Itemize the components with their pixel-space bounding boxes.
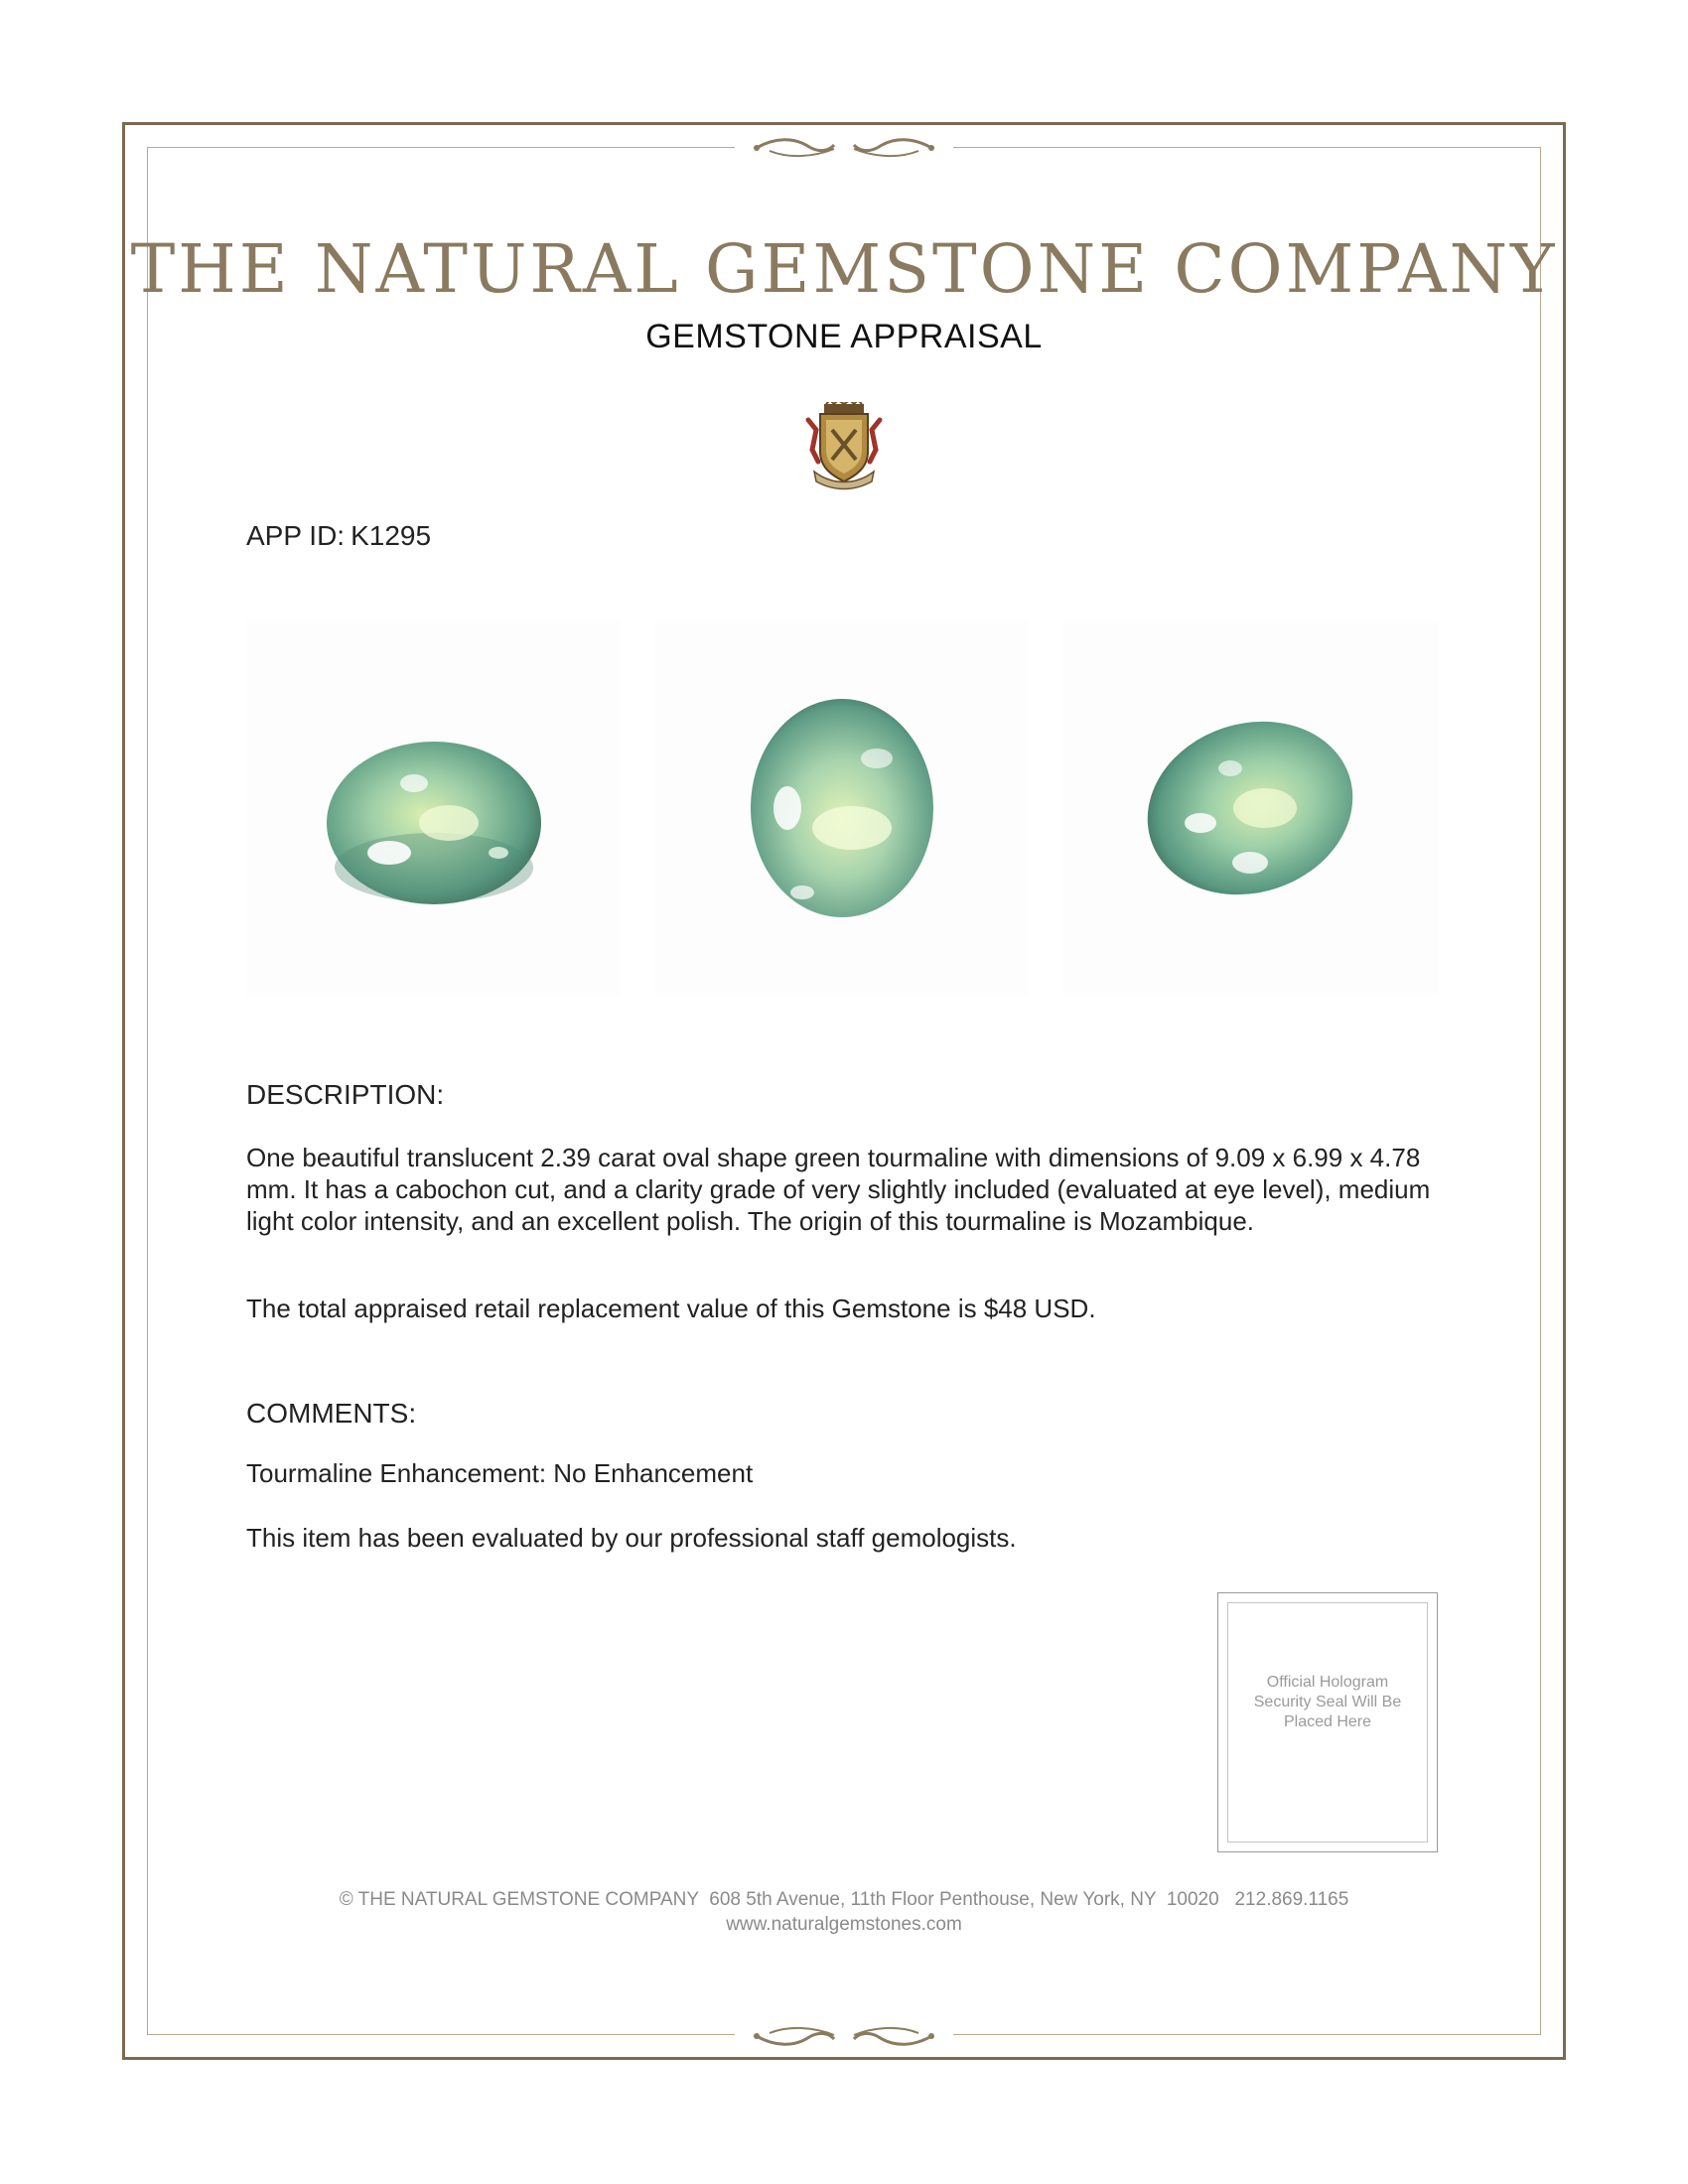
appraised-value-text: The total appraised retail replacement value of this Gemstone is $48 USD.	[246, 1294, 1096, 1323]
comments-heading: COMMENTS:	[246, 1398, 417, 1429]
gemstone-photo-top	[654, 620, 1030, 996]
ornamental-flourish-icon	[735, 129, 953, 165]
app-id-value: K1295	[351, 520, 432, 551]
footer-address: © THE NATURAL GEMSTONE COMPANY 608 5th Avenue, 11th Floor Penthouse, New York, NY 10020 212.869.1165	[339, 1889, 1349, 1910]
company-title: THE NATURAL GEMSTONE COMPANY	[130, 230, 1558, 308]
gemstone-photo-front	[246, 620, 622, 996]
app-id-label: APP ID:	[246, 520, 346, 551]
hologram-seal-box	[1217, 1592, 1438, 1852]
description-heading: DESCRIPTION:	[246, 1079, 445, 1110]
description-text: One beautiful translucent 2.39 carat oval shape green tourmaline with dimensions of 9.09 x 6.99 x 4.78 mm. It has a cabochon cut, and a clarity grade of very slightly included (evaluated at eye level), medium light color intensity, and an excellent polish. The origin of this tourmaline is Mozambique.	[246, 1143, 1431, 1236]
hologram-seal-inner	[1227, 1602, 1428, 1843]
evaluation-comment: This item has been evaluated by our professional staff gemologists.	[246, 1523, 1017, 1553]
gemstone-photo-side	[1062, 620, 1438, 996]
document-title: GEMSTONE APPRAISAL	[645, 318, 1043, 355]
app-id	[246, 520, 431, 552]
heraldic-crest-icon	[802, 402, 886, 491]
ornamental-flourish-icon	[735, 2019, 953, 2055]
enhancement-comment: Tourmaline Enhancement: No Enhancement	[246, 1458, 754, 1488]
footer-website: www.naturalgemstones.com	[726, 1914, 962, 1935]
hologram-seal-text: Official Hologram Security Seal Will Be Placed Here	[1253, 1674, 1402, 1730]
